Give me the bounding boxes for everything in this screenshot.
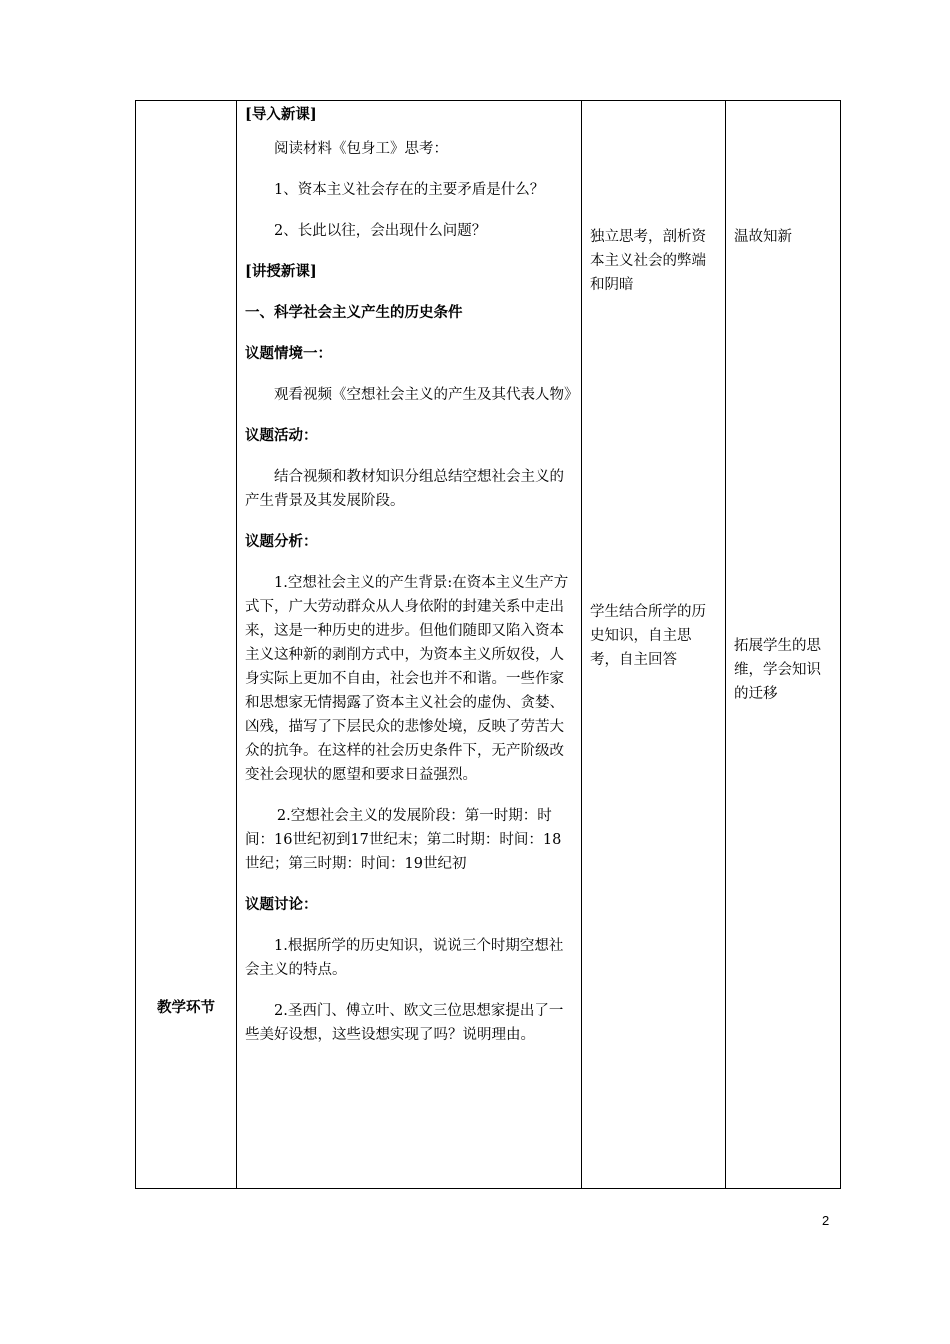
intro-question-1: 1、资本主义社会存在的主要矛盾是什么？ [274,182,545,198]
page-number: 2 [822,1213,830,1228]
design-intent-cell [726,101,841,1189]
section1-heading: 一、科学社会主义产生的历史条件 [245,304,463,321]
stage-label: 教学环节 [157,999,215,1016]
analysis-heading: 议题分析： [245,533,318,550]
analysis-paragraph-1: 1.空想社会主义的产生背景:在资本主义生产方式下，广大劳动群众从人身依附的封建关系中走出来，这是一种历史的进步。但他们随即又陷入资本主义这种新的剥削方式中，为资本主义所奴役，人身实际上更加不自由，社会也并不和谐。一些作家和思想家无情揭露了资本主义社会的虚伪、贪婪、凶残，描写了下层民众的悲惨处境，反映了劳苦大众的抗争。在这样的社会历史条件下，无产阶级改变社会现状的愿望和要求日益强烈。 [245,575,569,783]
student-activity-1: 独立思考，剖析资本主义社会的弊端和阴暗 [590,229,706,293]
activity-heading: 议题活动： [245,427,318,444]
student-activity-2: 学生结合所学的历史知识，自主思考，自主回答 [590,604,706,668]
discussion-question-1: 1.根据所学的历史知识，说说三个时期空想社会主义的特点。 [245,938,564,978]
intro-heading: [导入新课] [245,106,317,123]
activity-text: 结合视频和教材知识分组总结空想社会主义的产生背景及其发展阶段。 [245,469,564,509]
discussion-heading: 议题讨论： [245,896,318,913]
content-cell [237,101,582,1189]
design-intent-2: 拓展学生的思维，学会知识的迁移 [734,638,821,702]
student-activity-cell [582,101,726,1189]
analysis-paragraph-2: 2.空想社会主义的发展阶段：第一时期：时间：16世纪初到17世纪末；第二时期：时间：18世纪；第三时期：时间：19世纪初 [245,808,562,872]
design-intent-1: 温故知新 [734,229,792,245]
intro-question-2: 2、长此以往，会出现什么问题？ [274,223,487,239]
discussion-question-2: 2.圣西门、傅立叶、欧文三位思想家提出了一些美好设想，这些设想实现了吗？说明理由。 [245,1003,564,1043]
lecture-heading: [讲授新课] [245,263,317,280]
stage-cell [136,101,237,1189]
intro-text: 阅读材料《包身工》思考： [274,141,448,157]
lesson-plan-table [135,100,841,1189]
situation-text: 观看视频《空想社会主义的产生及其代表人物》 [274,387,579,403]
situation-heading: 议题情境一： [245,345,332,362]
